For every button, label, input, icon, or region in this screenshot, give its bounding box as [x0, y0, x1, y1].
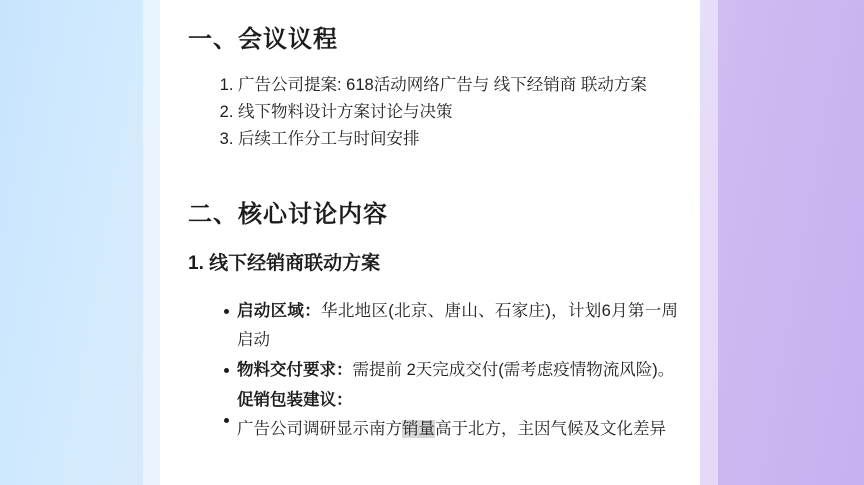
- bullet-item-launch-region: [188, 297, 678, 355]
- document-content: [160, 0, 700, 444]
- agenda-item: [238, 99, 680, 126]
- bullet-label: 物料交付要求：: [237, 361, 353, 379]
- agenda-item-text: 广告公司提案: 618活动网络广告与 线下经销商 联动方案: [238, 76, 647, 94]
- bullet-text: 广告公司调研显示南方: [237, 420, 402, 438]
- bullet-text: 需提前 2天完成交付(需考虑疫情物流风险)。: [352, 361, 675, 379]
- agenda-item: [238, 126, 680, 153]
- agenda-item: [238, 72, 680, 99]
- document-card: [160, 0, 700, 485]
- agenda-list: [188, 72, 680, 153]
- agenda-item-text: 后续工作分工与时间安排: [238, 130, 420, 148]
- section-heading-discussion: 二、核心讨论内容: [188, 201, 388, 228]
- bullet-dot-icon: [224, 418, 229, 423]
- section-heading-agenda: 一、会议议程: [188, 26, 338, 53]
- bullet-item-promo-packaging: [188, 386, 678, 444]
- agenda-item-text: 线下物料设计方案讨论与决策: [238, 103, 453, 121]
- bullet-dot-icon: [224, 368, 229, 373]
- bullet-text: 华北地区(北京、唐山、石家庄)，计划6月第一周启动: [237, 302, 678, 349]
- highlighted-text: 销量: [402, 420, 435, 438]
- bullet-text: 高于北方，主因气候及文化差异: [435, 420, 666, 438]
- discussion-bullet-list: [188, 297, 678, 444]
- bullet-label: 启动区域：: [237, 302, 322, 320]
- bullet-dot-icon: [224, 309, 229, 314]
- bullet-item-material-delivery: [188, 356, 678, 385]
- subsection-heading-dealer-plan: 1. 线下经销商联动方案: [188, 253, 381, 274]
- bullet-label: 促销包装建议：: [237, 391, 353, 409]
